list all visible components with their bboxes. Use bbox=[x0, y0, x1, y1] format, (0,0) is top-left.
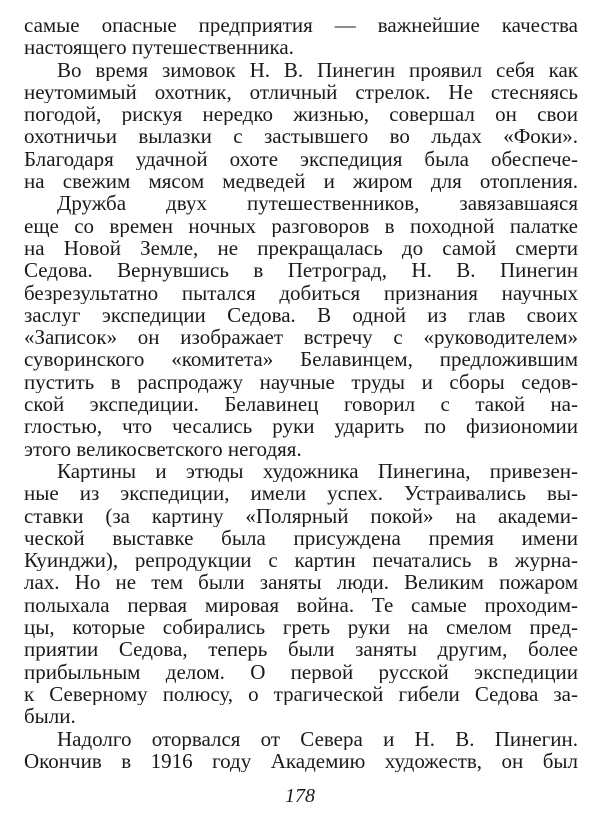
text-line: полыхала первая мировая война. Те самые проходим- bbox=[24, 593, 578, 617]
text-line: приятии Седова, теперь были заняты другим, более bbox=[24, 638, 578, 661]
text-line: заслуг экспедиции Седова. В одной из глав своих bbox=[24, 303, 578, 327]
page-number: 178 bbox=[285, 785, 315, 807]
text-line: ской экспедиции. Белавинец говорил с такой на- bbox=[24, 393, 578, 416]
text-line: безрезультатно пытался добиться признания научных bbox=[24, 281, 578, 304]
page-text bbox=[24, 14, 578, 772]
text-line: цы, которые собирались греть руки на смелом пред- bbox=[24, 616, 578, 639]
text-line: Дружба двух путешественников, завязавшаяся bbox=[57, 192, 578, 215]
text-line: Окончив в 1916 году Академию художеств, он был bbox=[24, 749, 578, 773]
text-line: ческой выставке была присуждена премия имени bbox=[24, 526, 578, 550]
text-line: к Северному полюсу, о трагической гибели Седова за- bbox=[24, 682, 578, 706]
text-line: Куинджи), репродукции с картин печатались в журна- bbox=[24, 549, 578, 572]
text-line: ные из экспедиции, имели успех. Устраивались вы- bbox=[24, 482, 578, 505]
text-line: пустить в распродажу научные труды и сборы седов- bbox=[24, 370, 578, 394]
text-line: настоящего путешественника. bbox=[24, 36, 294, 59]
text-line: погодой, рискуя нередко жизнью, совершал он свои bbox=[24, 103, 578, 126]
text-line: ставки (за картину «Полярный покой» на академи- bbox=[24, 504, 578, 527]
text-line: на Новой Земле, не прекращалась до самой смерти bbox=[24, 236, 578, 260]
text-line: «Записок» он изображает встречу с «руководителем» bbox=[24, 326, 578, 349]
text-line: глостью, что чесались руки ударить по физиономии bbox=[24, 415, 578, 438]
text-line: еще со времен ночных разговоров в походной палатке bbox=[24, 214, 578, 237]
text-line: Картины и этюды художника Пинегина, привезен- bbox=[57, 459, 578, 483]
text-line: самые опасные предприятия — важнейшие качества bbox=[24, 14, 578, 37]
text-line: этого великосветского негодяя. bbox=[24, 437, 302, 460]
text-line: Надолго оторвался от Севера и Н. В. Пинегин. bbox=[57, 727, 578, 750]
text-line: суворинского «комитета» Белавинцем, предложившим bbox=[24, 348, 578, 371]
text-line: прибыльным делом. О первой русской экспедиции bbox=[24, 660, 578, 683]
text-line: неутомимый охотник, отличный стрелок. Не стесняясь bbox=[24, 80, 578, 104]
text-line: Седова. Вернувшись в Петроград, Н. В. Пинегин bbox=[24, 259, 578, 282]
text-line: были. bbox=[24, 705, 76, 728]
text-line: охотничьи вылазки с застывшего во льдах «Фоки». bbox=[24, 125, 578, 148]
text-line: на свежим мясом медведей и жиром для отопления. bbox=[24, 170, 578, 193]
text-line: лах. Но не тем были заняты люди. Великим пожаром bbox=[24, 571, 578, 594]
text-line: Во время зимовок Н. В. Пинегин проявил себя как bbox=[57, 58, 578, 81]
text-line: Благодаря удачной охоте экспедиция была обеспече- bbox=[24, 147, 578, 171]
